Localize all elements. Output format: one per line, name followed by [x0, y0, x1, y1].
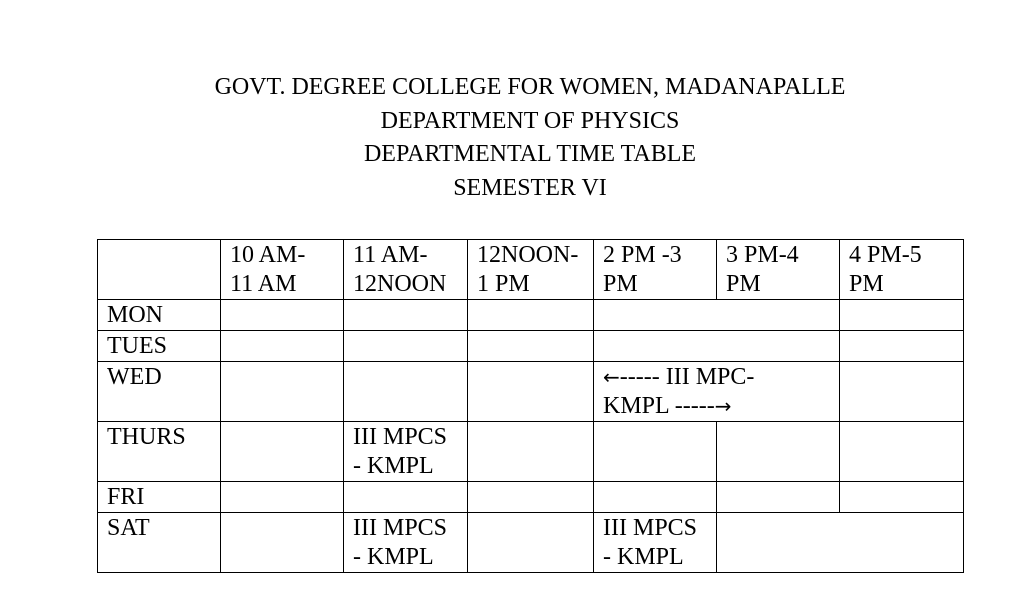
document-heading [0, 71, 1023, 205]
header-cell: 4 PM-5 PM [840, 240, 964, 300]
header-cell: 2 PM -3 PM [594, 240, 717, 300]
header-row [98, 240, 964, 300]
class-cell: ←----- III MPC- KMPL -----→ [594, 362, 840, 422]
header-cell: 10 AM- 11 AM [221, 240, 344, 300]
table-row [98, 331, 964, 362]
day-cell: WED [98, 362, 221, 422]
table-row [98, 422, 964, 482]
table-row [98, 513, 964, 573]
class-cell: III MPCS - KMPL [594, 513, 717, 573]
day-cell: FRI [98, 482, 221, 513]
timetable [97, 239, 964, 573]
table-row [98, 362, 964, 422]
class-cell: III MPCS - KMPL [344, 513, 468, 573]
timetable-title: DEPARTMENTAL TIME TABLE [363, 141, 697, 167]
table-row [98, 482, 964, 513]
left-arrow-icon: ← [603, 365, 620, 389]
right-arrow-icon: → [714, 394, 732, 418]
header-cell: 12NOON- 1 PM [468, 240, 594, 300]
table-row [98, 300, 964, 331]
day-cell: MON [98, 300, 221, 331]
header-cell: 11 AM- 12NOON [344, 240, 468, 300]
department-name: DEPARTMENT OF PHYSICS [380, 107, 680, 134]
class-cell: III MPCS - KMPL [344, 422, 468, 482]
day-cell: TUES [98, 331, 221, 362]
college-name: GOVT. DEGREE COLLEGE FOR WOMEN, MADANAPALLE [214, 74, 846, 100]
corner-cell [98, 240, 221, 300]
day-cell: THURS [98, 422, 221, 482]
day-cell: SAT [98, 513, 221, 573]
header-cell: 3 PM-4 PM [717, 240, 840, 300]
semester-label: SEMESTER VI [453, 174, 607, 201]
